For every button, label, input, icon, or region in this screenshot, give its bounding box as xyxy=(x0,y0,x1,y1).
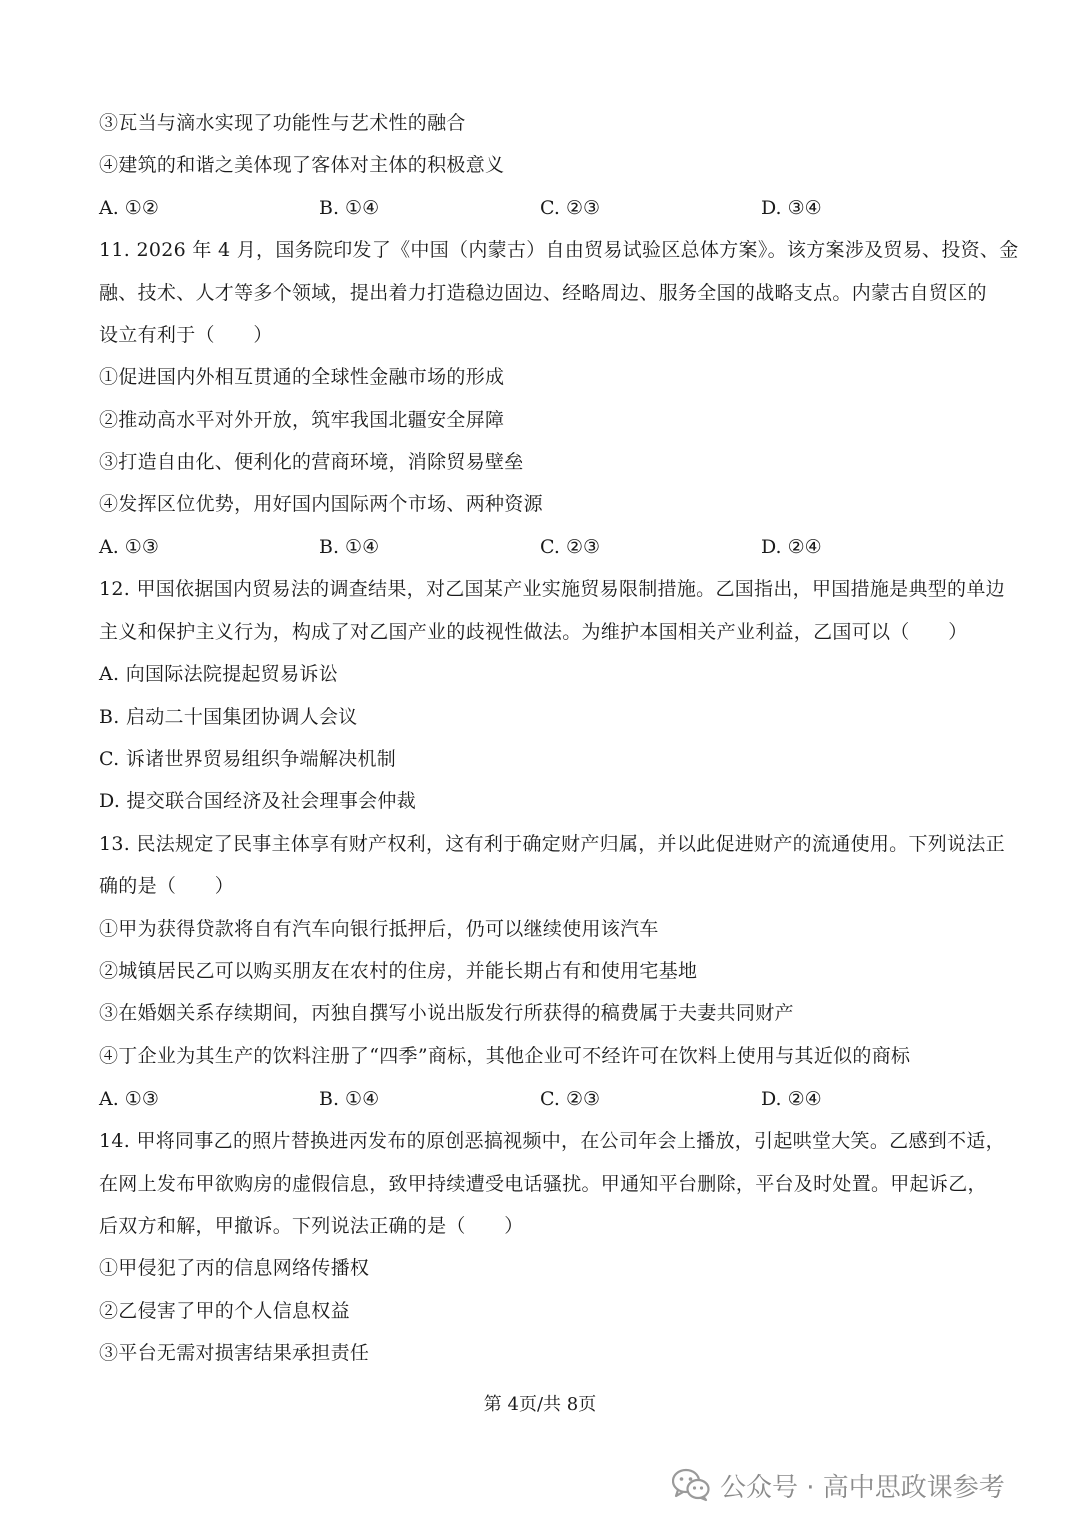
q11-statement-2: ②推动高水平对外开放，筑牢我国北疆安全屏障 xyxy=(99,409,505,431)
q13-statement-3: ③在婚姻关系存续期间，丙独自撰写小说出版发行所获得的稿费属于夫妻共同财产 xyxy=(99,1002,794,1024)
q11-option-c: C. ②③ xyxy=(540,536,601,558)
watermark xyxy=(672,1465,1005,1505)
q11-option-d: D. ②④ xyxy=(761,536,822,558)
wechat-icon xyxy=(672,1468,710,1502)
q11-statement-3: ③打造自由化、便利化的营商环境，消除贸易壁垒 xyxy=(99,451,524,473)
q12-stem-line-2: 主义和保护主义行为，构成了对乙国产业的歧视性做法。为维护本国相关产业利益，乙国可以（ ） xyxy=(99,621,968,643)
q14-stem-line-2: 在网上发布甲欲购房的虚假信息，致甲持续遭受电话骚扰。甲通知平台删除，平台及时处置。甲起诉乙， xyxy=(99,1173,987,1195)
q14-statement-3: ③平台无需对损害结果承担责任 xyxy=(99,1342,370,1364)
q14-statement-2: ②乙侵害了甲的个人信息权益 xyxy=(99,1300,350,1322)
q10-option-d: D. ③④ xyxy=(761,197,822,219)
q11-statement-4: ④发挥区位优势，用好国内国际两个市场、两种资源 xyxy=(99,493,543,515)
q12-option-a: A. 向国际法院提起贸易诉讼 xyxy=(99,663,339,685)
q10-statement-3: ③瓦当与滴水实现了功能性与艺术性的融合 xyxy=(99,112,466,134)
q12-stem-line-1: 12. 甲国依据国内贸易法的调查结果，对乙国某产业实施贸易限制措施。乙国指出，甲国措施是典型的单边 xyxy=(99,578,1005,600)
page-number-footer: 第 4页/共 8页 xyxy=(483,1394,597,1415)
q13-option-a: A. ①③ xyxy=(99,1088,159,1110)
q14-stem-line-1: 14. 甲将同事乙的照片替换进丙发布的原创恶搞视频中，在公司年会上播放，引起哄堂大笑。乙感到不适， xyxy=(99,1130,1005,1152)
q13-options xyxy=(99,1087,999,1111)
q13-statement-2: ②城镇居民乙可以购买朋友在农村的住房，并能长期占有和使用宅基地 xyxy=(99,960,698,982)
q11-statement-1: ①促进国内外相互贯通的全球性金融市场的形成 xyxy=(99,366,505,388)
q11-option-a: A. ①③ xyxy=(99,536,159,558)
q13-statement-4: ④丁企业为其生产的饮料注册了“四季”商标，其他企业可不经许可在饮料上使用与其近似的商标 xyxy=(99,1045,911,1067)
q13-option-c: C. ②③ xyxy=(540,1088,601,1110)
q13-statement-1: ①甲为获得贷款将自有汽车向银行抵押后，仍可以继续使用该汽车 xyxy=(99,918,659,940)
q13-option-d: D. ②④ xyxy=(761,1088,822,1110)
q10-option-a: A. ①② xyxy=(99,197,159,219)
watermark-text: 公众号 · 高中思政课参考 xyxy=(720,1472,1005,1503)
q13-option-b: B. ①④ xyxy=(319,1088,380,1110)
q10-options xyxy=(99,196,999,220)
q12-option-d: D. 提交联合国经济及社会理事会仲裁 xyxy=(99,790,417,812)
q10-option-c: C. ②③ xyxy=(540,197,601,219)
q10-statement-4: ④建筑的和谐之美体现了客体对主体的积极意义 xyxy=(99,154,505,176)
q14-statement-1: ①甲侵犯了丙的信息网络传播权 xyxy=(99,1257,370,1279)
q11-options xyxy=(99,535,999,559)
q13-stem-line-2: 确的是（ ） xyxy=(99,875,235,897)
q12-option-c: C. 诉诸世界贸易组织争端解决机制 xyxy=(99,748,397,770)
q14-stem-line-3: 后双方和解，甲撤诉。下列说法正确的是（ ） xyxy=(99,1215,524,1237)
q13-stem-line-1: 13. 民法规定了民事主体享有财产权利，这有利于确定财产归属，并以此促进财产的流通使用。下列说法正 xyxy=(99,833,1005,855)
q11-stem-line-2: 融、技术、人才等多个领域，提出着力打造稳边固边、经略周边、服务全国的战略支点。内蒙古自贸区的 xyxy=(99,282,987,304)
q12-option-b: B. 启动二十国集团协调人会议 xyxy=(99,706,358,728)
q11-option-b: B. ①④ xyxy=(319,536,380,558)
q11-stem-line-1: 11. 2026 年 4 月，国务院印发了《中国（内蒙古）自由贸易试验区总体方案》。该方案涉及贸易、投资、金 xyxy=(99,239,1019,261)
q11-stem-line-3: 设立有利于（ ） xyxy=(99,324,273,346)
q10-option-b: B. ①④ xyxy=(319,197,380,219)
